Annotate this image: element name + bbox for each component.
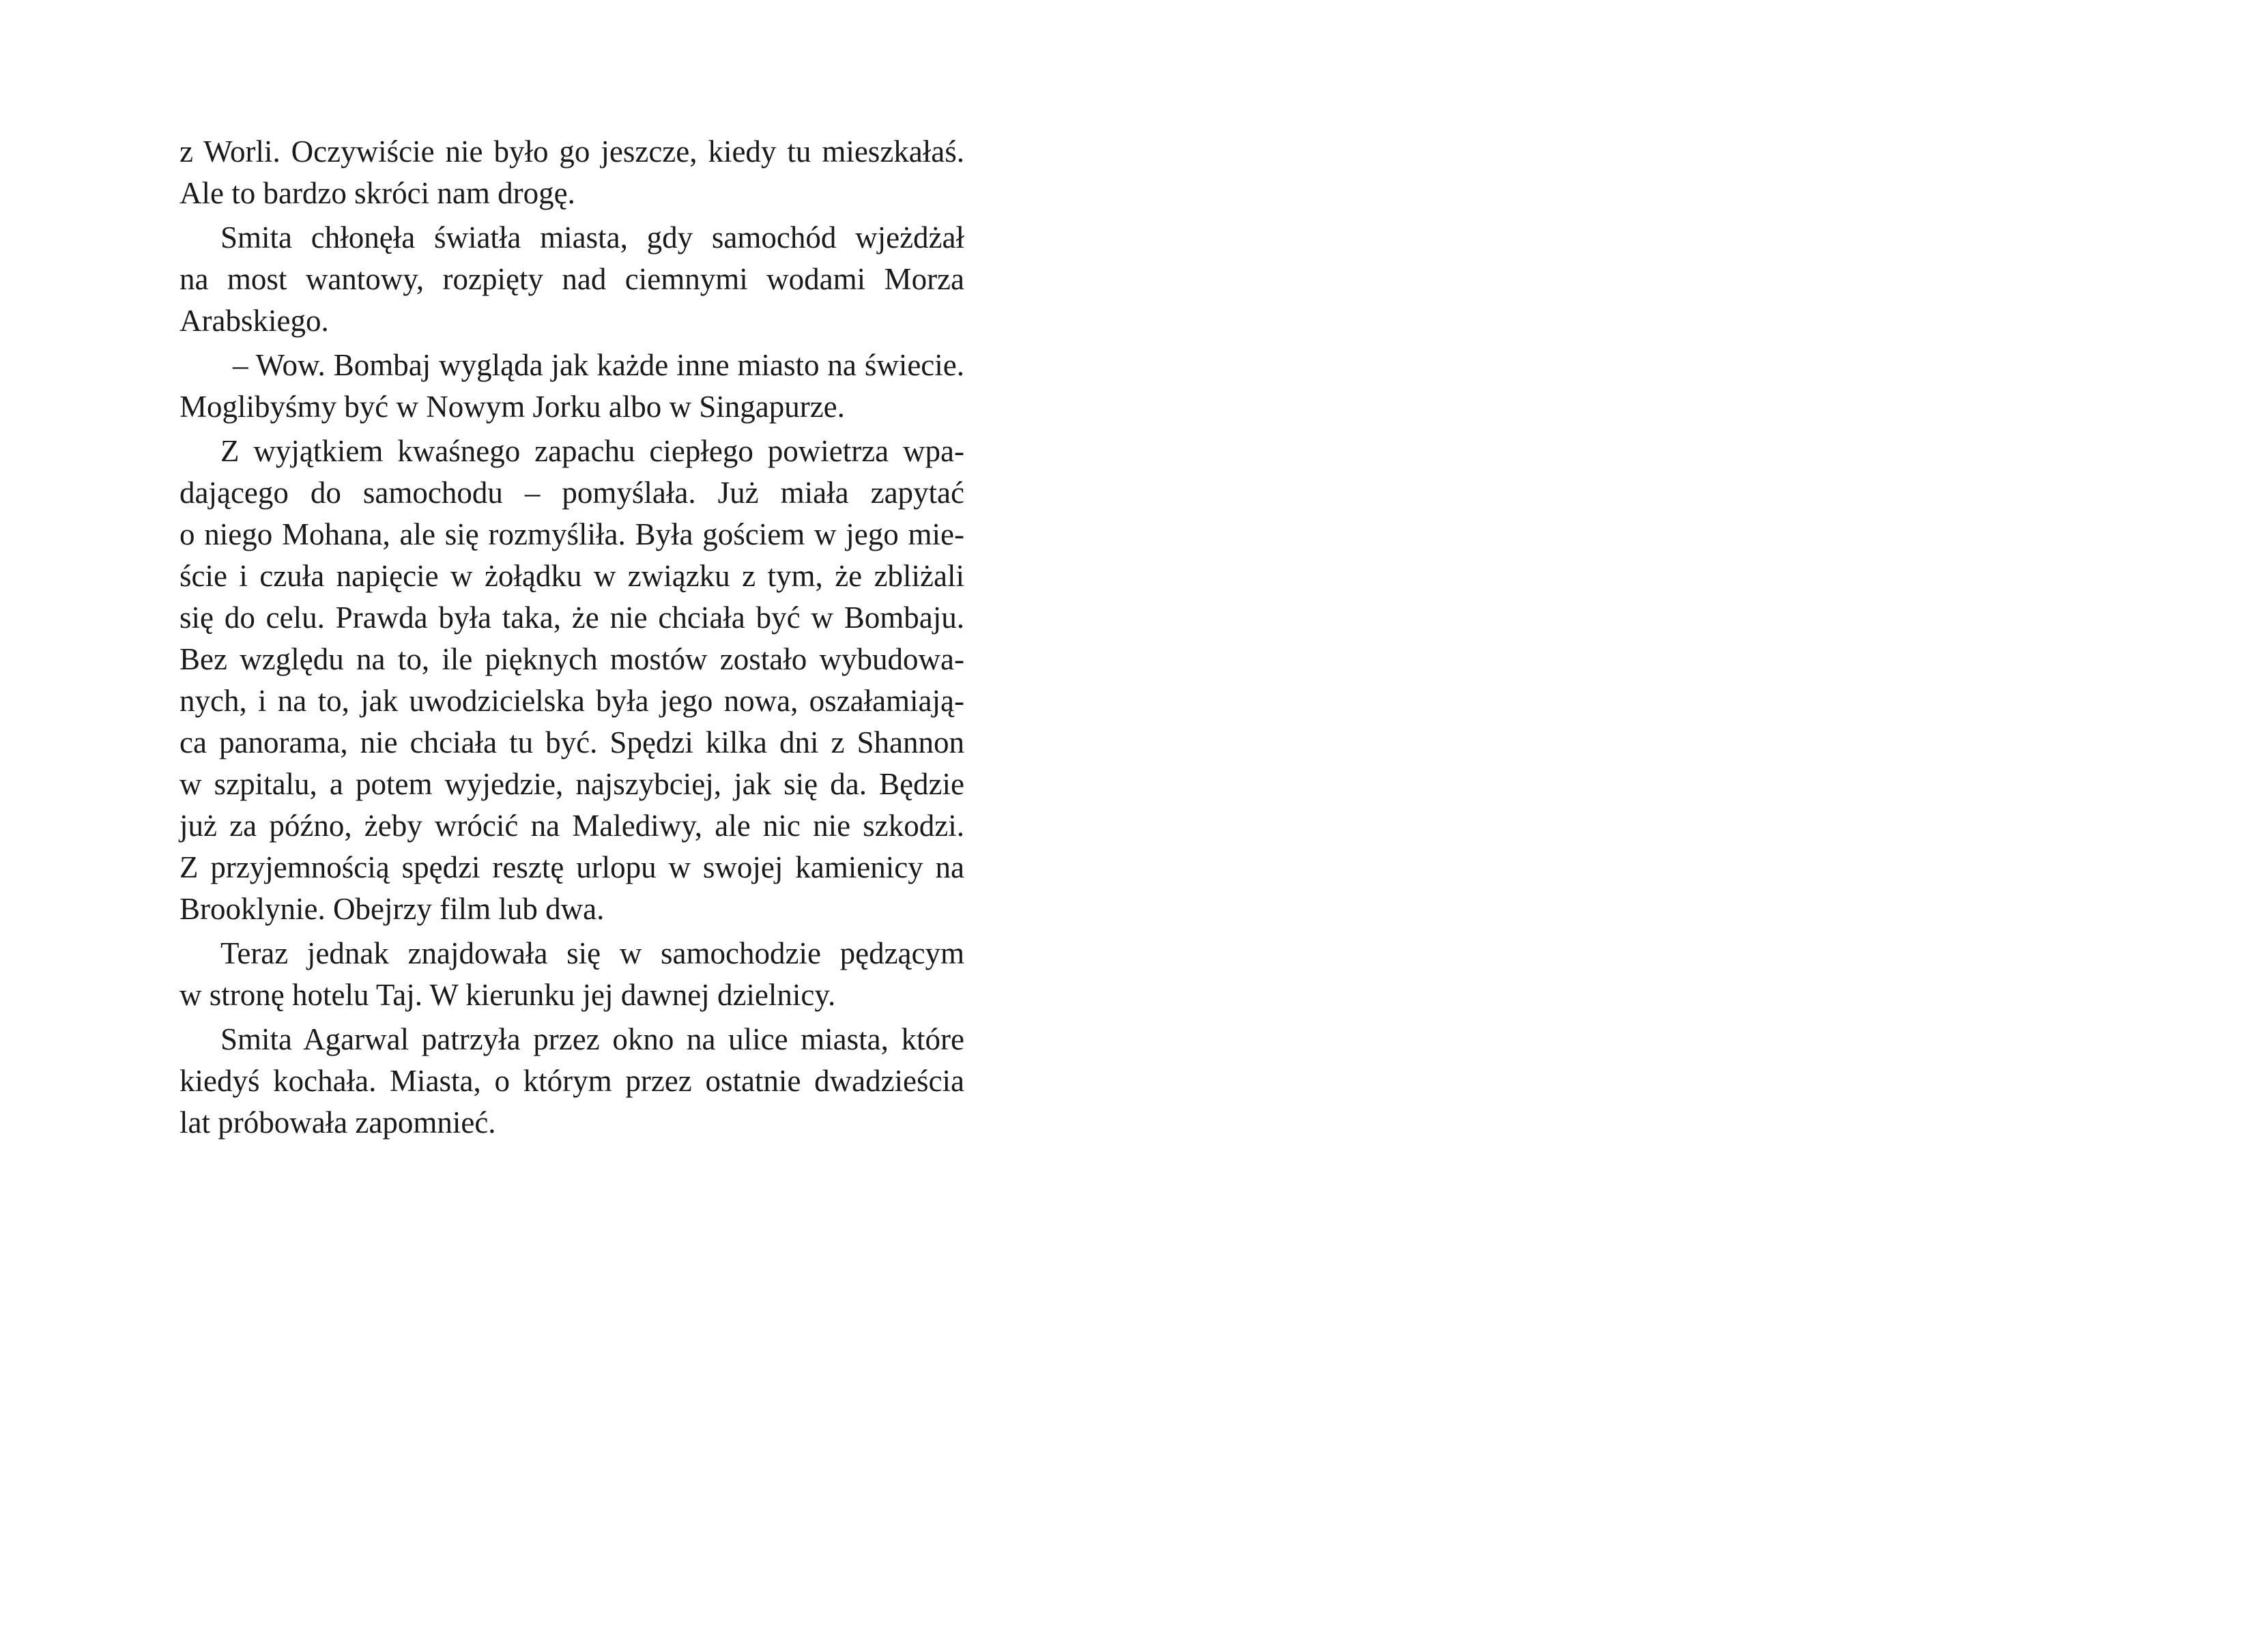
paragraph [179, 131, 964, 214]
text-line: ca panorama, nie chciała tu być. Spędzi kilka dni z Shannon [179, 725, 964, 759]
text-line: ście i czuła napięcie w żołądku w związku z tym, że zbliżali [179, 559, 964, 593]
text-line: Smita Agarwal patrzyła przez okno na ulice miasta, które [220, 1022, 964, 1056]
text-line: lat próbowała zapomnieć. [179, 1105, 496, 1140]
text-line: Arabskiego. [179, 304, 329, 338]
text-line: o niego Mohana, ale się rozmyśliła. Była gościem w jego mie- [179, 517, 964, 551]
text-line: Moglibyśmy być w Nowym Jorku albo w Singapurze. [179, 390, 845, 424]
body-text [179, 131, 964, 1146]
text-line: Ale to bardzo skróci nam drogę. [179, 176, 575, 210]
text-line: się do celu. Prawda była taka, że nie chciała być w Bombaju. [179, 600, 964, 635]
text-line: już za późno, żeby wrócić na Malediwy, ale nic nie szkodzi. [179, 809, 964, 843]
text-line: Brooklynie. Obejrzy film lub dwa. [179, 892, 605, 926]
text-line: w szpitalu, a potem wyjedzie, najszybciej, jak się da. Będzie [179, 767, 964, 801]
text-line: Smita chłonęła światła miasta, gdy samochód wjeżdżał [220, 220, 964, 255]
text-line: z Worli. Oczywiście nie było go jeszcze, kiedy tu mieszkałaś. [179, 134, 964, 169]
paragraph [179, 345, 964, 428]
paragraph [179, 431, 964, 930]
text-line: dającego do samochodu – pomyślała. Już miała zapytać [179, 476, 964, 510]
text-line: kiedyś kochała. Miasta, o którym przez ostatnie dwadzieścia [179, 1064, 964, 1098]
text-line: na most wantowy, rozpięty nad ciemnymi wodami Morza [179, 262, 964, 296]
text-line: Z przyjemnością spędzi resztę urlopu w swojej kamienicy na [179, 850, 964, 884]
text-line: w stronę hotelu Taj. W kierunku jej dawnej dzielnicy. [179, 978, 836, 1012]
paragraph [179, 933, 964, 1016]
text-line: Teraz jednak znajdowała się w samochodzie pędzącym [220, 936, 964, 970]
text-line: – Wow. Bombaj wygląda jak każde inne miasto na świecie. [233, 348, 964, 382]
text-line: nych, i na to, jak uwodzicielska była jego nowa, oszałamiają- [179, 684, 964, 718]
paragraph [179, 1019, 964, 1144]
text-line: Z wyjątkiem kwaśnego zapachu ciepłego powietrza wpa- [220, 434, 964, 468]
text-line: Bez względu na to, ile pięknych mostów zostało wybudowa- [179, 642, 964, 676]
paragraph [179, 217, 964, 342]
